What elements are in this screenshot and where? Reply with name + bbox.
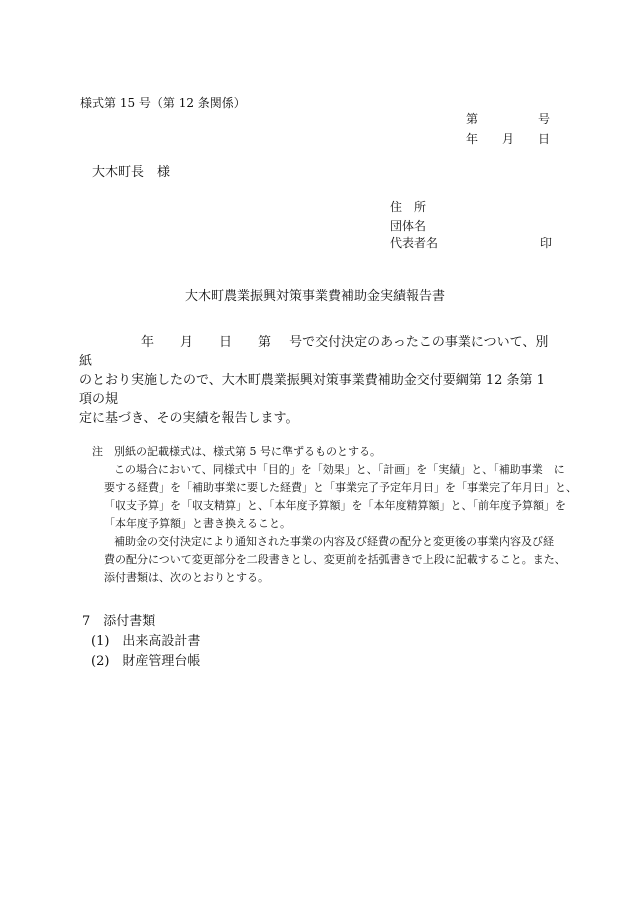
body-year: 年 (141, 335, 155, 350)
form-number: 様式第 15 号（第 12 条関係） (80, 96, 246, 110)
body-day: 日 (219, 335, 233, 350)
note-line-8: 添付書類は、次のとおりとする。 (104, 571, 269, 584)
applicant-rep-label: 代表者名 (390, 236, 439, 250)
attachment-item: (1) 出来高設計書 (91, 634, 201, 649)
body-number-prefix: 第 (258, 335, 272, 350)
body-line-1 (79, 333, 551, 371)
body-line-2: のとおり実施したので、大木町農業振興対策事業費補助金交付要綱第 12 条第 1 項の規 (79, 373, 545, 407)
date-year: 年 (466, 132, 479, 146)
applicant-representative (390, 236, 552, 251)
document-title: 大木町農業振興対策事業費補助金実績報告書 (184, 289, 445, 304)
document-number-suffix: 号 (537, 112, 550, 126)
body-month: 月 (180, 335, 194, 350)
note-block (92, 445, 577, 589)
body-line-3: 定に基づき、その実績を報告します。 (79, 411, 299, 426)
attachment-item: (2) 財産管理台帳 (91, 654, 201, 669)
body-line1-rest: 号で交付決定のあったこの事業について、別紙 (79, 335, 549, 369)
document-number (466, 112, 550, 127)
applicant-address-label: 住 所 (390, 200, 427, 214)
applicant-org-label: 団体名 (390, 219, 427, 233)
note-line-4: 「収支予算」を「収支精算」と、「本年度予算額」を「本年度精算額」と、「前年度予算額」を (104, 499, 566, 512)
note-line-2: この場合において、同様式中「目的」を「効果」と、「計画」を「実績」と、「補助事業 に (114, 463, 565, 476)
date-day: 日 (537, 132, 550, 146)
note-line-5: 「本年度予算額」と書き換えること。 (104, 517, 291, 530)
note-line-7: 費の配分について変更部分を二段書きとし、変更前を括弧書きで上段に記載すること。また、 (104, 553, 566, 566)
seal-mark: 印 (539, 236, 552, 250)
note-line-6: 補助金の交付決定により通知された事業の内容及び経費の配分と変更後の事業内容及び経 (114, 535, 554, 548)
addressee: 大木町長 様 (92, 165, 171, 180)
attachments-heading: 7 添付書類 (82, 614, 156, 629)
date-month: 月 (501, 132, 514, 146)
note-line-1: 注 別紙の記載様式は、様式第 5 号に準ずるものとする。 (92, 445, 381, 458)
body-text (79, 333, 551, 428)
note-line-3: 要する経費」を「補助事業に要した経費」と「事業完了予定年月日」を「事業完了年月日」と、 (104, 481, 577, 494)
document-date (466, 132, 550, 147)
document-number-prefix: 第 (466, 112, 479, 126)
